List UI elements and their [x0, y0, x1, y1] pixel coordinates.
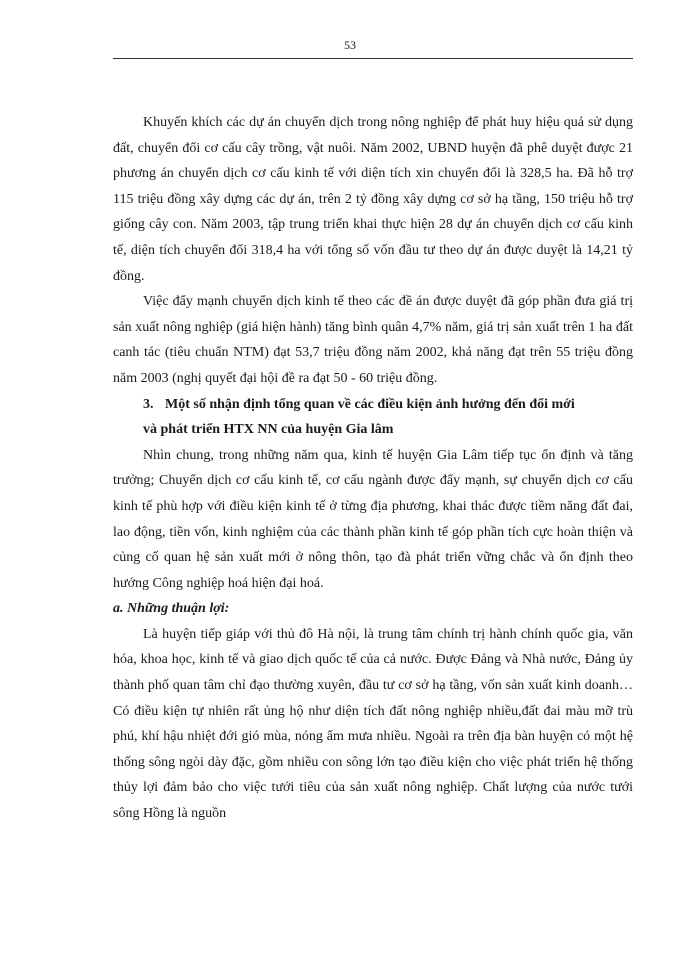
document-body [113, 110, 633, 827]
section-number: 3. [143, 396, 154, 412]
paragraph-advantages: Là huyện tiếp giáp với thủ đô Hà nội, là trung tâm chính trị hành chính quốc gia, văn hóa, khoa học, kinh tế và giao dịch quốc tế của cả nước. Được Đảng và Nhà nước, Đảng ủy thành phố quan tâm chỉ đạo thường xuyên, đầu tư cơ sở hạ tầng, vốn sản xuất kinh doanh…Có điều kiện tự nhiên rất ủng hộ như diện tích đất nông nghiệp nhiều,đất đai màu mỡ trù phú, khí hậu nhiệt đới gió mùa, nóng ẩm mưa nhiều. Ngoài ra trên địa bàn huyện có một hệ thống sông ngòi dày đặc, gồm nhiều con sông lớn tạo điều kiện cho việc phát triển hệ thống thủy lợi đảm bảo cho việc tưới tiêu của sản xuất nông nghiệp. Chất lượng của nước tưới sông Hồng là nguồn [113, 626, 633, 822]
section-heading-line2: và phát triển HTX NN của huyện Gia lâm [143, 422, 394, 438]
section-heading-3 [113, 392, 633, 418]
paragraph-economic-shift: Việc đẩy mạnh chuyển dịch kinh tế theo các đề án được duyệt đã góp phần đưa giá trị sản xuất nông nghiệp (giá hiện hành) tăng bình quân 4,7% năm, giá trị sản xuất trên 1 ha đất canh tác (tiêu chuẩn NTM) đạt 53,7 triệu đồng năm 2002, khả năng đạt trên 55 triệu đồng năm 2003 (nghị quyết đại hội đề ra đạt 50 - 60 triệu đồng. [113, 294, 633, 386]
page-number: 53 [344, 38, 356, 52]
section-heading-line1: Một số nhận định tổng quan về các điều kiện ảnh hưởng đến đổi mới [165, 396, 575, 412]
subheading-advantages: a. Những thuận lợi: [113, 601, 230, 617]
paragraph-project-conversion: Khuyến khích các dự án chuyển dịch trong nông nghiệp để phát huy hiệu quả sử dụng đất, chuyển đổi cơ cấu cây trồng, vật nuôi. Năm 2002, UBND huyện đã phê duyệt được 21 phương án chuyển dịch cơ cấu kinh tế với diện tích xin chuyển đổi là 328,5 ha. Đã hỗ trợ 115 triệu đồng xây dựng các dự án, trên 2 tỷ đồng xây dựng cơ sở hạ tầng, 150 triệu hỗ trợ giống cây con. Năm 2003, tập trung triển khai thực hiện 28 dự án chuyển dịch cơ cấu kinh tế, diện tích chuyển đổi 318,4 ha với tổng số vốn đầu tư theo dự án được duyệt là 14,21 tỷ đồng. [113, 115, 633, 284]
header-rule [113, 58, 633, 59]
paragraph-overview: Nhìn chung, trong những năm qua, kinh tế huyện Gia Lâm tiếp tục ổn định và tăng trưởng; Chuyển dịch cơ cấu kinh tế, cơ cấu ngành được đẩy mạnh, sự chuyển dịch cơ cấu kinh tế phù hợp với điều kiện kinh tế ở từng địa phương, khai thác được tiềm năng đất đai, lao động, tiền vốn, kinh nghiệm của các thành phần kinh tế góp phần tích cực hoàn thiện và củng cố quan hệ sản xuất mới ở nông thôn, tạo đà phát triển vững chắc và ổn định theo hướng Công nghiệp hoá hiện đại hoá. [113, 447, 633, 591]
